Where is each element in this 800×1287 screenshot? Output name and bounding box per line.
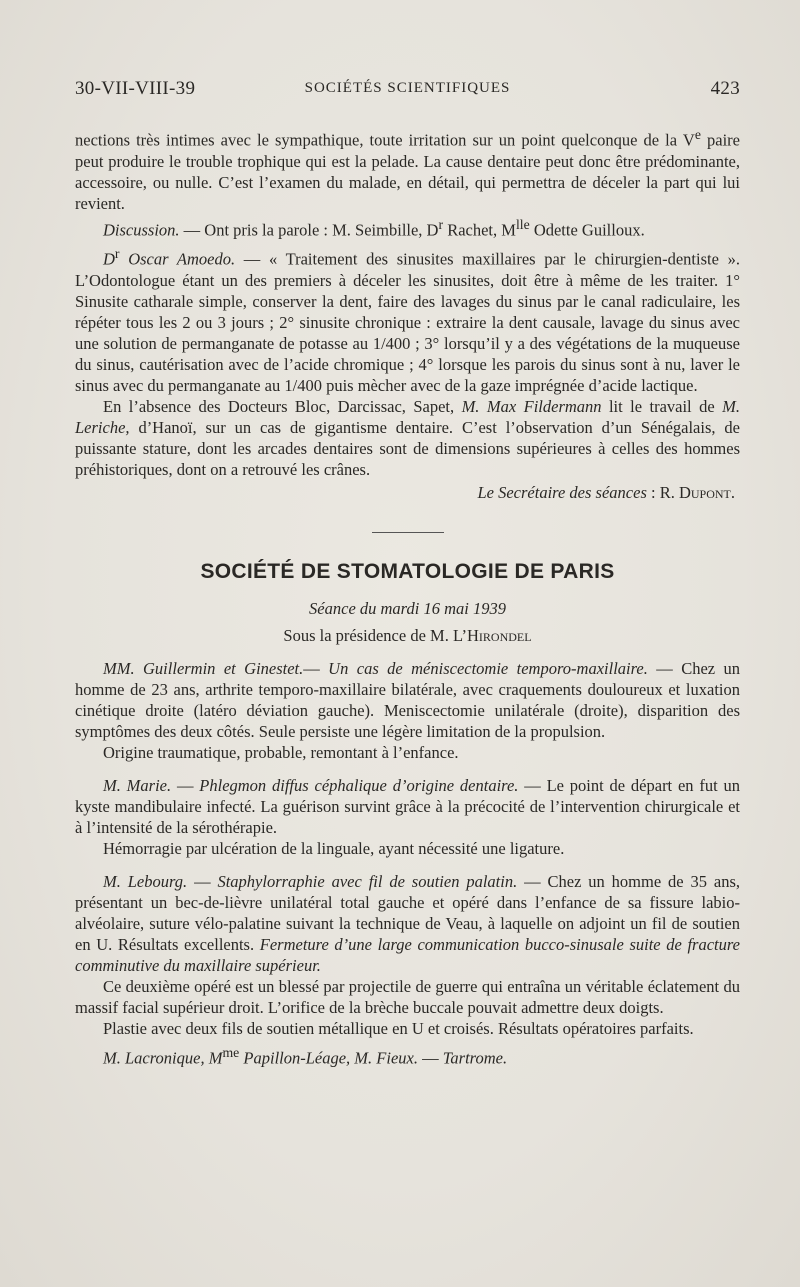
paragraph-discussion: Discussion. — Ont pris la parole : M. Seimbille, $D^r$ Rachet, $M^{lle}$ Odette Guilloux. [103, 216, 645, 239]
paragraph-pelade: nections très intimes avec le sympathique, toute irritation sur un point quelconque de la Ve paire peut produire le trouble trophique qui est la pelade. La cause dentaire peut donc être prédominante, accessoire, ou nulle. C’est l’examen du malade, en détail, qui permettra de déceler la part qui lui revient. [75, 127, 740, 213]
paragraph-amoedo: $D^r$ Oscar Amoedo. — « Traitement des sinusites maxillaires par le chirurgien-dentiste ». L’Odontologue étant un des premiers à déceler les sinusites, doit être à même de les traiter. 1° Sinusite catharale simple, conserver la dent, faire des lavages du sinus par le canal radiculaire, les répéter tous les 2 ou 3 jours ; 2° sinusite chronique : extraire la dent causale, lavage du sinus avec une solution de permanganate de potasse au 1/400 ; 3° lorsqu’il y a des végétations de la muqueuse du sinus, cautérisation avec de l’acide chromique ; 4° lorsque les parois du sinus sont à nu, laver le sinus avec du permanganate au 1/400 puis mècher avec de la gaze imprégnée d’acide lactique. [75, 246, 740, 395]
entry-lebourg-plastie: Plastie avec deux fils de soutien métallique en U et croisés. Résultats opératoires parfaits. [103, 1018, 694, 1038]
entry-lebourg-case2: Ce deuxième opéré est un blessé par projectile de guerre qui entraîna un véritable éclatement du massif facial supérieur droit. L’orifice de la brèche buccale pouvait admettre deux doigts. [75, 976, 740, 1017]
section-divider [372, 532, 444, 533]
session-presidence: Sous la présidence de M. L’Hirondel [283, 625, 532, 645]
entry-marie: M. Marie. — Phlegmon diffus céphalique d’origine dentaire. — Le point de départ en fut un kyste mandibulaire infecté. La guérison survint grâce à la précocité de l’intervention chirurgicale et à l’intensité de la sérothérapie. [75, 775, 741, 837]
issue-date: 30-VII-VIII-39 [75, 78, 196, 99]
entry-lebourg: M. Lebourg. — Staphylorraphie avec fil de soutien palatin. — Chez un homme de 35 ans, présentant un bec-de-lièvre unilatéral total gauche et opéré dans l’enfance de sa fissure labio-alvéolaire, suture vélo-palatine suivant la technique de Veau, à laquelle on adjoint un fil de soutien en U. Résultats excellents. Fermeture d’une large communication bucco-sinusale suite de fracture comminutive du maxillaire supérieur. [75, 871, 740, 975]
page-number: 423 [710, 78, 740, 99]
paragraph-fildermann: En l’absence des Docteurs Bloc, Darcissac, Sapet, M. Max Fildermann lit le travail de M. Leriche, d’Hanoï, sur un cas de gigantisme dentaire. C’est l’observation d’un Sénégalais, de puissante stature, dont les arcades dentaires sont de dimensions supérieures à celles des hommes préhistoriques, dont on a retrouvé les crânes. [75, 396, 740, 479]
entry-lacronique: M. Lacronique, $M^{me}$ Papillon-Léage, M. Fieux. — Tartrome. [103, 1044, 508, 1067]
running-header [75, 78, 740, 108]
session-date: Séance du mardi 16 mai 1939 [309, 598, 506, 618]
entry-guillermin: MM. Guillermin et Ginestet.— Un cas de méniscectomie temporo-maxillaire. — Chez un homme de 23 ans, arthrite temporo-maxillaire bilatérale, avec craquements douloureux et luxation cinétique droite (latéro déviation gauche). Meniscectomie unilatérale (droite), disparition des symptômes des deux côtés. Seule persiste une légère limitation de la propulsion. [75, 658, 740, 741]
entry-marie-hemorrhage: Hémorragie par ulcération de la linguale, ayant nécessité une ligature. [103, 838, 565, 858]
secretary-signature: Le Secrétaire des séances : R. Dupont. [477, 482, 735, 502]
entry-guillermin-origin: Origine traumatique, probable, remontant à l’enfance. [103, 742, 459, 762]
running-title: SOCIÉTÉS SCIENTIFIQUES [304, 80, 511, 96]
page-body [75, 124, 740, 1068]
section-title: SOCIÉTÉ DE STOMATOLOGIE DE PARIS [200, 559, 615, 583]
